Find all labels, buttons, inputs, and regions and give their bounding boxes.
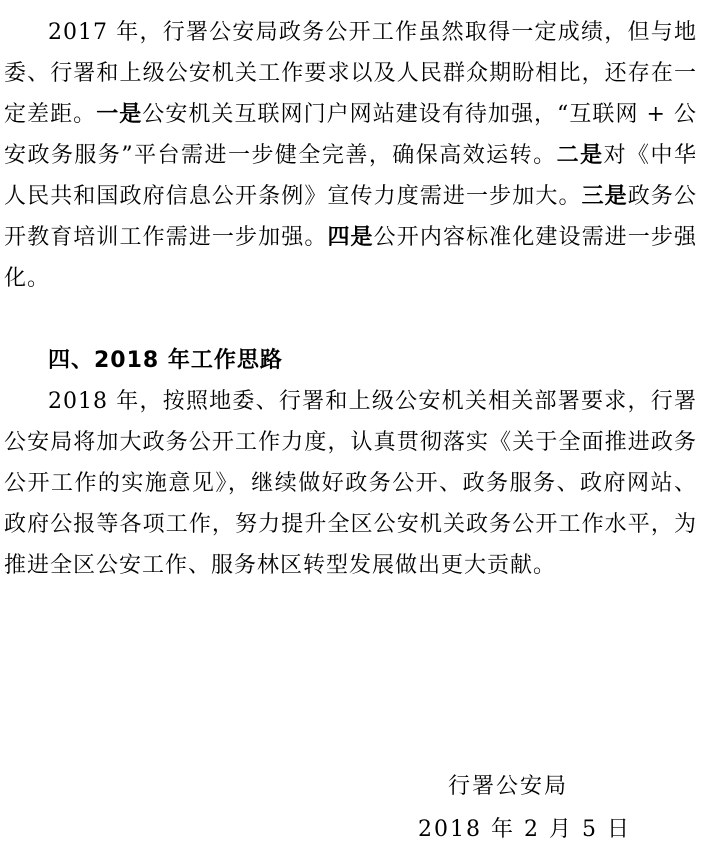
point-four-label: 四是 <box>327 224 374 250</box>
paragraph-1-text-b: 公安机关互联网门户网站建设有待加强，“互联网 + 公安政务服务”平台需进一步健全完善，确保高效运转。 <box>4 102 697 168</box>
paragraph-1-text-d: 政务公开教育培训工作需进一步加强。 <box>4 184 697 250</box>
point-two-label: 二是 <box>556 142 604 168</box>
paragraph-shortcomings <box>4 12 697 299</box>
section-heading: 四、2018 年工作思路 <box>48 348 283 373</box>
signature-organization: 行署公安局 <box>448 774 569 799</box>
paragraph-1-text-a: 2017 年，行署公安局政务公开工作虽然取得一定成绩，但与地委、行署和上级公安机关工作要求以及人民群众期盼相比，还存在一定差距。 <box>4 20 697 127</box>
signature-date: 2018 年 2 月 5 日 <box>418 817 631 842</box>
paragraph-1-text-e: 公开内容标准化建设需进一步强化。 <box>4 225 697 291</box>
paragraph-work-plan: 2018 年，按照地委、行署和上级公安机关相关部署要求，行署公安局将加大政务公开工作力度，认真贯彻落实《关于全面推进政务公开工作的实施意见》，继续做好政务公开、政务服务、政府网站、政府公报等各项工作，努力提升全区公安机关政务公开工作水平，为推进全区公安工作、服务林区转型发展做出更大贡献。 <box>4 389 697 578</box>
paragraph-1-text-c: 对《中华人民共和国政府信息公开条例》宣传力度需进一步加大。 <box>4 143 697 209</box>
point-three-label: 三是 <box>581 183 628 209</box>
point-one-label: 一是 <box>96 101 143 127</box>
